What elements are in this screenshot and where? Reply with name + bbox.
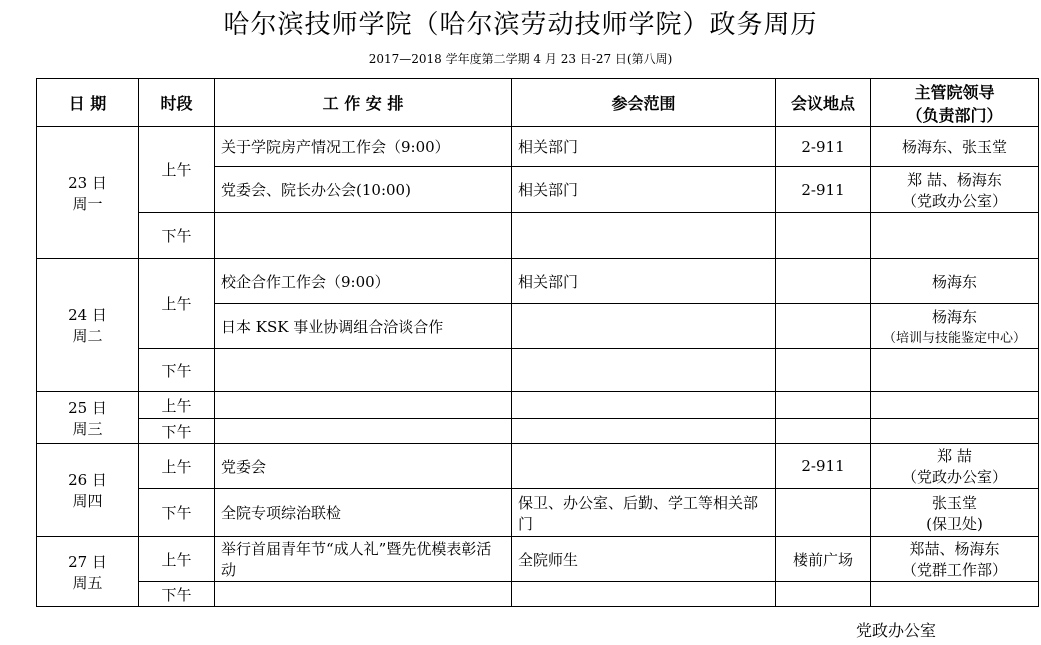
day-weekday: 周四 [72,492,103,510]
period-cell: 下午 [139,349,215,392]
venue-cell [776,392,871,419]
leader-dept: (保卫处) [926,514,983,533]
venue-cell: 2-911 [776,127,871,167]
header-work: 工 作 安 排 [215,79,512,127]
scope-cell [512,349,776,392]
period-cell: 上午 [139,537,215,582]
day-weekday: 周三 [72,419,103,438]
period-cell: 下午 [139,419,215,444]
table-row [37,349,1039,392]
scope-cell: 相关部门 [512,259,776,304]
leader-cell [871,167,1039,213]
leader-cell [871,304,1039,349]
leader-cell [871,537,1039,582]
work-cell: 关于学院房产情况工作会（9:00） [215,127,512,167]
leader-cell: 杨海东、张玉堂 [871,127,1039,167]
day-date: 24 日 [68,306,107,324]
venue-cell: 2-911 [776,167,871,213]
day-date: 23 日 [68,173,107,192]
footer-office: 党政办公室 [856,621,937,640]
day-cell [37,127,139,259]
venue-cell [776,304,871,349]
period-cell: 上午 [139,392,215,419]
leader-cell [871,444,1039,489]
venue-cell: 2-911 [776,444,871,489]
venue-cell: 楼前广场 [776,537,871,582]
header-leader-title: 主管院领导 [914,82,995,102]
scope-cell: 全院师生 [512,537,776,582]
venue-cell [776,419,871,444]
leader-cell [871,582,1039,607]
day-weekday: 周一 [72,194,103,213]
leader-name: 张玉堂 [931,493,977,512]
period-cell: 下午 [139,213,215,259]
table-row [37,582,1039,607]
table-row [37,537,1039,582]
header-date: 日 期 [37,79,139,127]
day-cell [37,444,139,537]
leader-name: 杨海东 [931,308,977,326]
leader-cell [871,213,1039,259]
table-row [37,127,1039,167]
scope-cell [512,444,776,489]
table-row [37,489,1039,537]
leader-name: 郑 喆 [937,447,972,465]
leader-name: 郑 喆、杨海东 [907,170,1002,189]
work-cell: 校企合作工作会（9:00） [215,259,512,304]
period-cell: 上午 [139,127,215,213]
leader-dept: （培训与技能鉴定中心） [882,331,1026,346]
leader-cell: 杨海东 [871,259,1039,304]
scope-cell [512,213,776,259]
scope-cell [512,419,776,444]
venue-cell [776,349,871,392]
venue-cell [776,582,871,607]
period-cell: 上午 [139,259,215,349]
leader-dept: （党群工作部） [901,561,1007,579]
day-date: 27 日 [68,552,107,571]
table-row [37,419,1039,444]
venue-cell [776,259,871,304]
header-period: 时段 [139,79,215,127]
table-row [37,392,1039,419]
scope-cell: 保卫、办公室、后勤、学工等相关部门 [512,489,776,537]
leader-cell [871,489,1039,537]
header-venue: 会议地点 [776,79,871,127]
scope-cell [512,304,776,349]
work-cell: 党委会 [215,444,512,489]
period-cell: 上午 [139,444,215,489]
table-row [37,259,1039,304]
day-cell [37,392,139,444]
page-title: 哈尔滨技师学院（哈尔滨劳动技师学院）政务周历 [223,10,818,40]
work-cell: 党委会、院长办公会(10:00) [215,167,512,213]
day-date: 25 日 [68,398,107,417]
leader-cell [871,349,1039,392]
leader-dept: （党政办公室） [901,191,1007,210]
page-subtitle: 2017—2018 学年度第二学期 4 月 23 日-27 日(第八周) [368,52,673,66]
scope-cell [512,582,776,607]
leader-dept: （党政办公室） [901,468,1007,486]
work-cell: 举行首届青年节“成人礼”暨先优模表彰活动 [215,537,512,582]
work-cell [215,213,512,259]
header-row [37,79,1039,127]
work-cell: 日本 KSK 事业协调组合洽谈合作 [215,304,512,349]
leader-cell [871,419,1039,444]
scope-cell [512,392,776,419]
venue-cell [776,213,871,259]
day-weekday: 周二 [72,327,103,345]
work-cell [215,419,512,444]
table-row [37,213,1039,259]
day-cell [37,259,139,392]
work-cell [215,349,512,392]
calendar-table [36,78,1039,607]
day-weekday: 周五 [72,573,103,592]
period-cell: 下午 [139,489,215,537]
header-scope: 参会范围 [512,79,776,127]
header-leader [871,79,1039,127]
header-leader-sub: （负责部门） [906,105,1003,125]
work-cell [215,392,512,419]
scope-cell: 相关部门 [512,167,776,213]
work-cell: 全院专项综治联检 [215,489,512,537]
day-date: 26 日 [68,471,107,489]
leader-cell [871,392,1039,419]
day-cell [37,537,139,607]
leader-name: 郑喆、杨海东 [909,540,1000,558]
period-cell: 下午 [139,582,215,607]
venue-cell [776,489,871,537]
table-row [37,444,1039,489]
scope-cell: 相关部门 [512,127,776,167]
work-cell [215,582,512,607]
